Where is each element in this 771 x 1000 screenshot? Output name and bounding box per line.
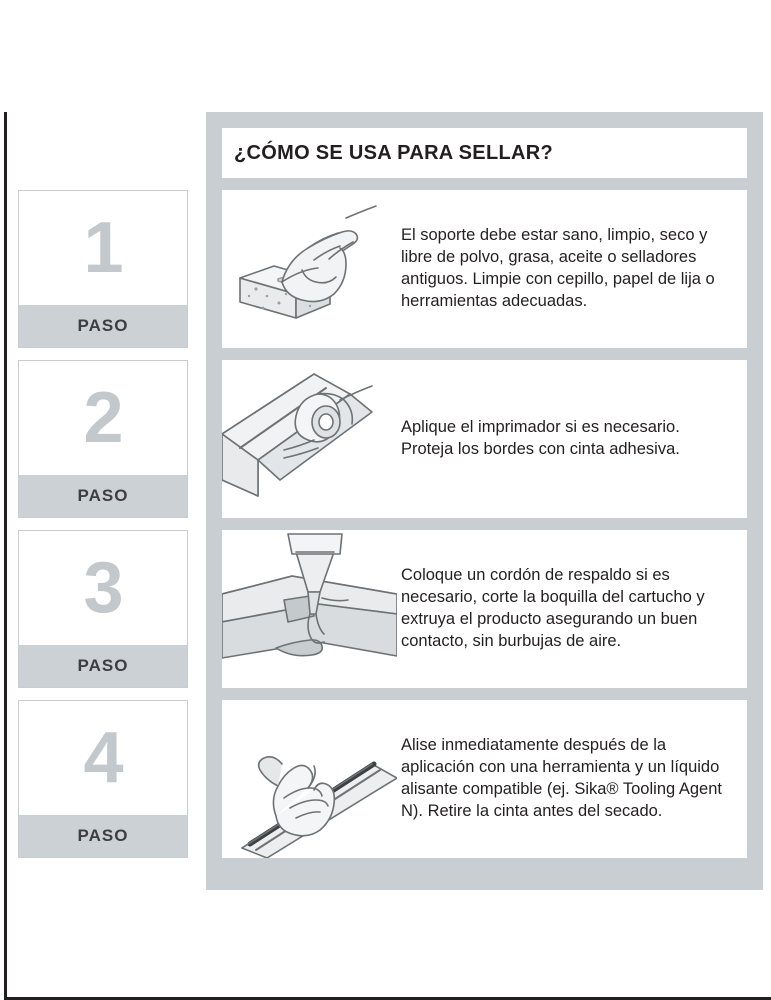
instruction-text-wrap-2 xyxy=(397,360,747,518)
gloved-hand-cleaning-substrate-icon xyxy=(222,190,397,348)
step-label-4: PASO xyxy=(19,815,187,857)
step-number-4: 4 xyxy=(83,718,123,798)
instruction-text-wrap-4 xyxy=(397,700,747,858)
instruction-text-3: Coloque un cordón de respaldo si es necesario, corte la boquilla del cartucho y extruya el producto asegurando un buen contacto, sin burbujas de aire. xyxy=(401,566,705,650)
instruction-text-wrap-1 xyxy=(397,190,747,348)
instruction-row-2 xyxy=(222,360,747,518)
step-label-1: PASO xyxy=(19,305,187,347)
instruction-row-1 xyxy=(222,190,747,348)
step-card-4 xyxy=(18,700,188,858)
step-card-1 xyxy=(18,190,188,348)
instruction-row-3 xyxy=(222,530,747,688)
step-number-1: 1 xyxy=(83,208,123,288)
step-number-3: 3 xyxy=(83,548,123,628)
step-label-3: PASO xyxy=(19,645,187,687)
step-number-2: 2 xyxy=(83,378,123,458)
step-column xyxy=(18,190,190,870)
step-label-2: PASO xyxy=(19,475,187,517)
step-card-2 xyxy=(18,360,188,518)
instruction-text-2: Aplique el imprimador si es necesario. Proteja los bordes con cinta adhesiva. xyxy=(401,418,680,458)
step-card-3 xyxy=(18,530,188,688)
instruction-text-1: El soporte debe estar sano, limpio, seco y libre de polvo, grasa, aceite o selladores antiguos. Limpie con cepillo, papel de lija o herramientas adecuadas. xyxy=(401,226,715,310)
instruction-text-wrap-3 xyxy=(397,530,747,688)
caulking-gun-extruding-sealant-icon xyxy=(222,530,397,688)
page-title: ¿CÓMO SE USA PARA SELLAR? xyxy=(234,141,553,164)
gloved-hand-smoothing-joint-icon xyxy=(222,700,397,858)
masking-tape-roll-on-joint-icon xyxy=(222,360,397,518)
panel-title-bar xyxy=(222,128,747,178)
frame-left-rule xyxy=(4,112,7,1000)
instruction-row-4 xyxy=(222,700,747,858)
instruction-text-4: Alise inmediatamente después de la aplicación con una herramienta y un líquido alisante compatible (ej. Sika® Tooling Agent N). Retire la cinta antes del secado. xyxy=(401,736,722,820)
